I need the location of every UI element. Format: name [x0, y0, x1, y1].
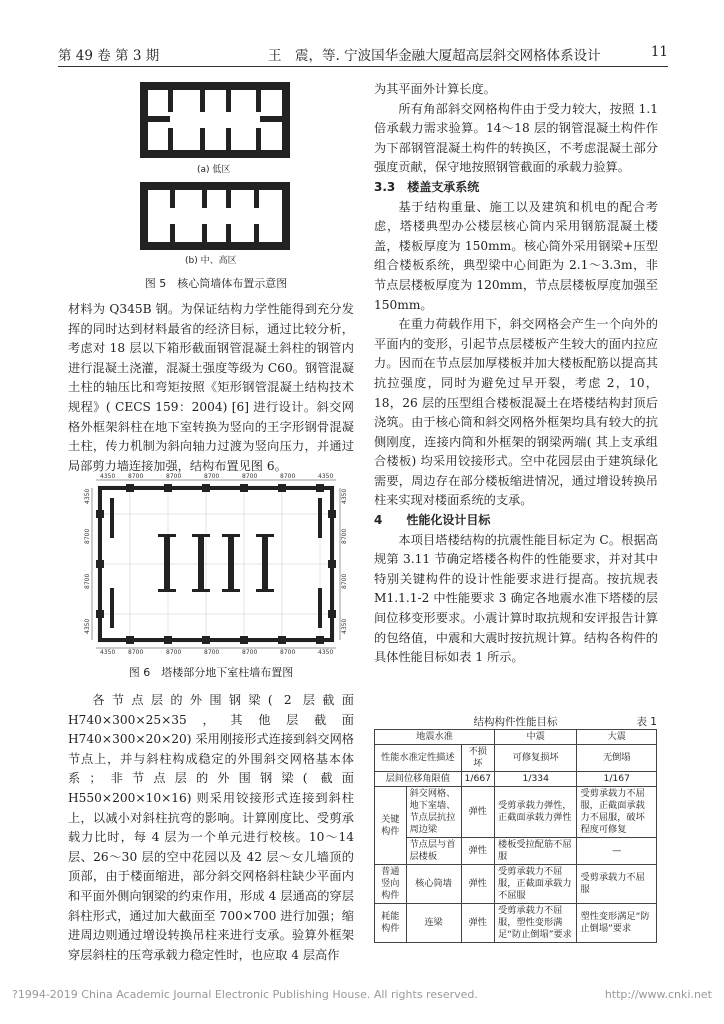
table-cell: 核心筒墙 — [406, 865, 461, 904]
table-header-cell: 地震水准 — [375, 730, 495, 745]
dim-bottom-7: 4350 — [318, 649, 334, 656]
footer-url: http://www.cnki.net — [604, 988, 712, 1001]
table-cell: 弹性 — [461, 838, 494, 865]
page-footer — [12, 988, 712, 1001]
table-row — [375, 865, 657, 904]
running-header — [58, 44, 668, 66]
table-cell: 弹性 — [461, 904, 494, 943]
table-cell: 连梁 — [406, 904, 461, 943]
dim-left-2: 8700 — [84, 528, 91, 544]
dim-right-3: 8700 — [341, 573, 348, 589]
table-cell: 受剪承载力不屈服，塑性变形满足“防止倒塌”要求 — [495, 904, 577, 943]
dim-left-3: 8700 — [84, 573, 91, 589]
table1-label: 表 1 — [636, 716, 657, 728]
dim-top-1: 4350 — [100, 473, 116, 480]
table-cell: 层间位移角限值 — [375, 772, 462, 787]
table-cell: 受剪承载力不屈服 — [577, 865, 657, 904]
dim-right-4: 4350 — [341, 618, 348, 634]
dim-top-7: 4350 — [318, 473, 334, 480]
figure5b-subcaption: (b) 中、高区 — [185, 256, 237, 266]
left-paragraph-2: 各节点层的外围钢梁( 2 层截面 H740×300×25×35，其他层截面 H740×300×20×20) 采用刚接形式连接到斜交网格节点上，并与斜柱构成稳定的外围斜交网格基本体系；非节点层的外围钢梁( 截面 H550×200×10×16) 则采用铰接形式连接到斜柱上，以减小对斜柱抗弯的影响。计算刚度比、受剪承载力比时，每 4 层为一个单元进行校核。10～14 层、26～30 层的空中花园以及 42 层～女儿墙顶的顶部，由于楼面缩进，部分斜交网格斜柱缺少平面内和平面外侧向钢梁的约束作用，形成 4 层通高的穿层斜柱形式，通过加大截面至 700×700 进行加强；缩进周边则通过增设转换吊柱来进行支承。验算外框架穿层斜柱的压弯承载力稳定性时，也应取 4 层高作 — [68, 693, 354, 962]
dim-bottom-6: 8700 — [280, 649, 296, 656]
copyright-notice: ?1994-2019 China Academic Journal Electronic Publishing House. All rights reserved. — [12, 988, 478, 1001]
table-cell: 受剪承载力弹性，正截面承载力弹性 — [495, 787, 577, 838]
section-heading-3-3: 3.3 楼盖支承系统 — [374, 179, 480, 194]
table-header-cell: 中震 — [495, 730, 577, 745]
table-row — [375, 787, 657, 838]
table-cell: 1/667 — [461, 772, 494, 787]
table-cell: 斜交网格、地下室墙、节点层抗拉周边梁 — [406, 787, 461, 838]
left-column-lower — [68, 691, 354, 965]
right-paragraph-1: 所有角部斜交网格构件由于受力较大，按照 1.1 倍承载力需求验算。14～18 层的钢管混凝土构件作为下部钢管混凝土构件的转换区，不考虑混凝土部分强度贡献，保守地按照钢管截面的承载力验算。 — [374, 101, 658, 175]
figure5a-subcaption: (a) 低区 — [197, 165, 231, 175]
table1-performance-targets — [374, 729, 657, 943]
table-row — [375, 838, 657, 865]
figure5-caption: 图 5 核心筒墙体布置示意图 — [144, 277, 288, 290]
dim-right-2: 8700 — [341, 528, 348, 544]
dim-top-3: 8700 — [166, 473, 182, 480]
table-cell: 弹性 — [461, 787, 494, 838]
page-number: 11 — [650, 44, 668, 60]
table-group-cell: 普通竖向构件 — [375, 865, 407, 904]
table-row — [375, 730, 657, 745]
right-paragraph-2: 基于结构重量、施工以及建筑和机电的配合考虑，塔楼典型办公楼层核心筒内采用钢筋混凝土楼盖，楼板厚度为 150mm。核心筒外采用钢梁+压型组合楼板系统，典型梁中心间距为 2.1～3.3m，非节点层楼板厚度为 120mm，节点层楼板厚度加强至 150mm。 — [374, 199, 658, 312]
table-cell: 受剪承载力不屈服，正截面承载力不屈服，破坏程度可修复 — [577, 787, 657, 838]
section-heading-4: 4 性能化设计目标 — [374, 513, 491, 528]
dim-top-6: 8700 — [280, 473, 296, 480]
table-cell: 弹性 — [461, 865, 494, 904]
table-cell: 节点层与首层楼板 — [406, 838, 461, 865]
journal-volume: 第 49 卷 第 3 期 — [58, 48, 160, 64]
dim-bottom-3: 8700 — [166, 649, 182, 656]
table1-title: 结构构件性能目标 — [473, 716, 558, 728]
right-paragraph-4: 本项目塔楼结构的抗震性能目标定为 C。根据高规第 3.11 节确定塔楼各构件的性能要求，并对其中特别关键构件的设计性能要求进行提高。按抗规表 M1.1.1-2 中性能要求 3 确定各地震水准下塔楼的层间位移变形要求。小震计算时取抗规和安评报告计算的包络值，中震和大震时按抗规计算。结构各构件的具体性能目标如表 1 所示。 — [374, 532, 658, 665]
left-paragraph-1: 材料为 Q345B 钢。为保证结构力学性能得到充分发挥的同时达到材料最省的经济目标，通过比较分析，考虑对 18 层以下箱形截面钢管混凝土斜柱的钢管内进行混凝土浇灌，混凝土强度等级为 C60。钢管混凝土柱的轴压比和弯矩按照《矩形钢管混凝土结构技术规程》( CECS 159：2004) [6] 进行设计。斜交网格外框架斜柱在地下室转换为竖向的王字形钢骨混凝土柱，传力机制为斜向轴力过渡为竖向压力，并通过局部剪力墙连接加强，结构布置见图 6。 — [68, 302, 354, 473]
figure6-caption: 图 6 塔楼部分地下室柱墙布置图 — [128, 666, 294, 679]
dim-top-5: 8700 — [242, 473, 258, 480]
right-paragraph-0: 为其平面外计算长度。 — [374, 82, 496, 96]
table-cell: 可修复损坏 — [495, 745, 577, 772]
dim-bottom-2: 8700 — [128, 649, 144, 656]
table-cell: 性能水准定性描述 — [375, 745, 462, 772]
left-column — [68, 300, 354, 476]
table-cell: 受剪承载力不屈服，正截面承载力不屈服 — [495, 865, 577, 904]
right-paragraph-3: 在重力荷载作用下，斜交网格会产生一个向外的平面内的变形，引起节点层楼板产生较大的面内拉应力。因而在节点层加厚楼板并加大楼板配筋以提高其抗拉强度，同时为避免过早开裂，考虑 2，10，18，26 层的压型组合楼板混凝土在塔楼结构封顶后浇筑。由于核心筒和斜交网格外框架均具有较大的抗侧刚度，连接内筒和外框架的钢梁两端( 其上支承组合楼板) 均采用铰接形式。空中花园层由于建筑绿化需要，周边存在部分楼板缩进情况，通过增设转换吊柱来实现对楼面系统的支承。 — [374, 317, 658, 508]
dim-bottom-4: 8700 — [204, 649, 220, 656]
right-column — [374, 80, 658, 668]
table-header-cell: 大震 — [577, 730, 657, 745]
table-group-cell: 耗能构件 — [375, 904, 407, 943]
figure6-basement-layout — [86, 474, 348, 654]
dim-bottom-1: 4350 — [100, 649, 116, 656]
table-cell: — — [577, 838, 657, 865]
table-cell: 楼板受拉配筋不屈服 — [495, 838, 577, 865]
figure5b-mid-high-zone-plan — [140, 182, 290, 250]
dim-top-4: 8700 — [204, 473, 220, 480]
table-cell: 1/334 — [495, 772, 577, 787]
dim-left-4: 4350 — [84, 618, 91, 634]
dim-bottom-5: 8700 — [242, 649, 258, 656]
table-cell: 塑性变形满足“防止倒塌”要求 — [577, 904, 657, 943]
table-row — [375, 772, 657, 787]
table-cell: 无倒塌 — [577, 745, 657, 772]
article-short-title: 王 震，等. 宁波国华金融大厦超高层斜交网格体系设计 — [268, 48, 601, 64]
dim-left-1: 4350 — [84, 488, 91, 504]
table-row — [375, 745, 657, 772]
header-rule — [58, 66, 668, 67]
table-cell: 1/167 — [577, 772, 657, 787]
table-row — [375, 904, 657, 943]
figure5a-low-zone-plan — [140, 82, 290, 158]
table-group-cell: 关键构件 — [375, 787, 407, 865]
dim-right-1: 4350 — [341, 488, 348, 504]
table-cell: 不损坏 — [461, 745, 494, 772]
dim-top-2: 8700 — [128, 473, 144, 480]
